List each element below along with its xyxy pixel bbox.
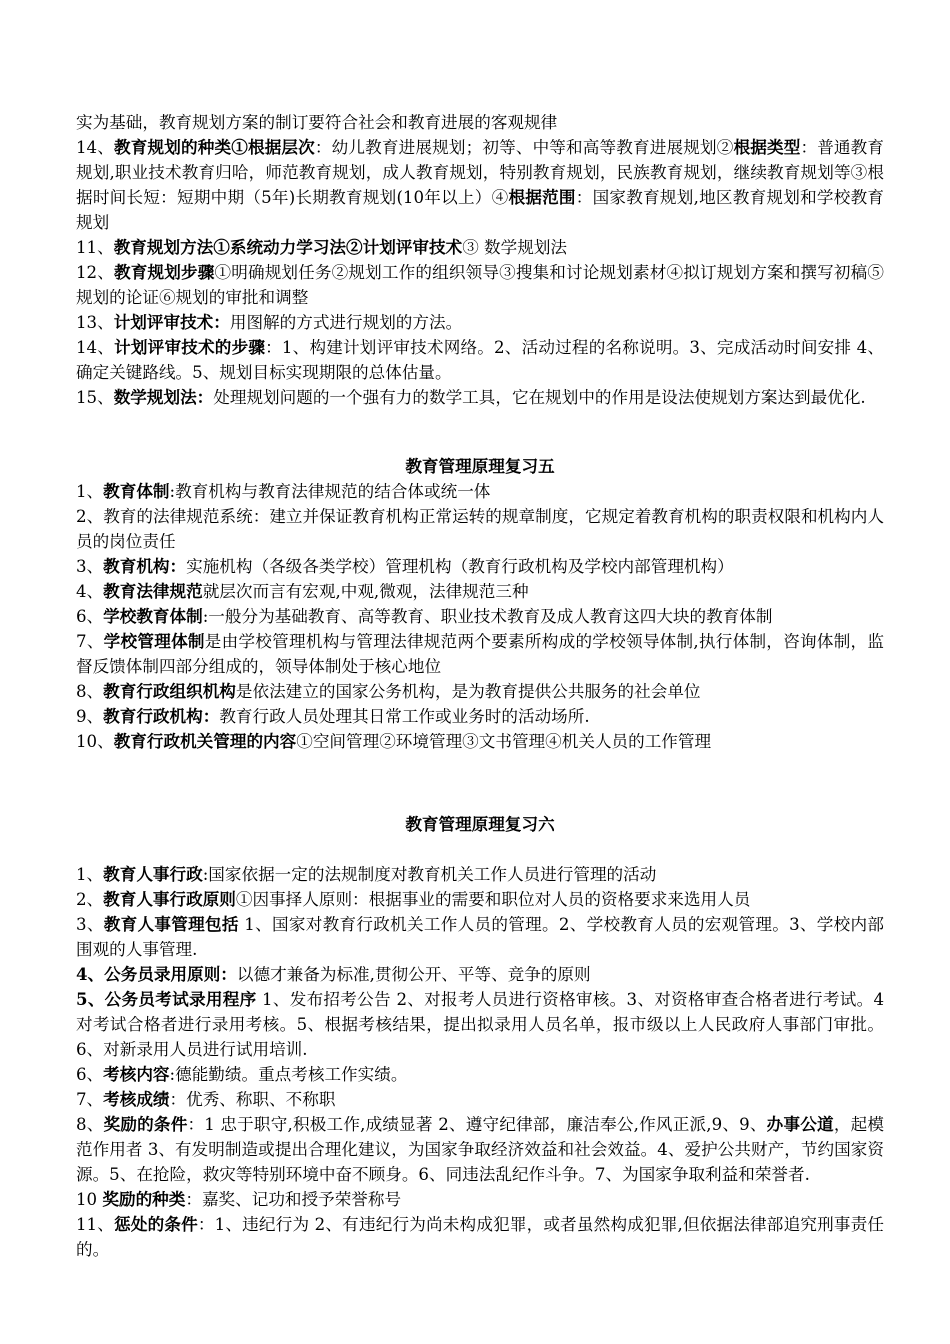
bold-term: 教育行政机关管理的内容 [113, 731, 297, 751]
item-text: 1、发布招考公告 2、对报考人员进行资格审核。3、对资格审查合格者进行考试。4 对考试合格者进行录用考核。5、根据考核结果，提出拟录用人员名单，报市级以上人民政府人事部门审批。6、对新录用人员进行试用培训. [76, 990, 884, 1059]
item-text: 3、 [76, 557, 104, 576]
bold-term: 教育规划方法①系统动力学习法②计划评审技术 [113, 237, 463, 257]
bold-term: 数学规划法： [113, 387, 214, 407]
section-5-item-5 [76, 604, 884, 629]
section-6-item-8 [76, 1112, 884, 1187]
item-text: ：幼儿教育进展规划；初等、中等和高等教育进展规划② [314, 138, 734, 157]
item-text: 2、教育的法律规范系统：建立并保证教育机构正常运转的规章制度，它规定着教育机构的职责权限和机构内人员的岗位责任 [76, 507, 884, 551]
item-text: 6、 [76, 607, 104, 626]
bold-term: 根据类型 [733, 137, 801, 157]
bold-term: 教育法律规范 [103, 581, 203, 601]
item-text: 8、 [76, 682, 104, 701]
item-text: ①明确规划任务②规划工作的组织领导③搜集和讨论规划素材④拟订规划方案和撰写初稿⑤规划的论证⑥规划的审批和调整 [76, 263, 884, 307]
section-4-item-7 [76, 385, 884, 410]
item-text: 就层次而言有宏观,中观,微观，法律规范三种 [202, 582, 529, 601]
bold-term: 学校教育体制 [103, 606, 203, 626]
bold-term: 教育规划的种类①根据层次 [114, 137, 315, 157]
item-text: ，起模范作用者 3、有发明制造或提出合理化建议，为国家争取经济效益和社会效益。4、爱护公共财产，节约国家资源。5、在抢险，救灾等特别环境中奋不顾身。6、同违法乱纪作斗争。7、为国家争取利益和荣誉者. [76, 1115, 885, 1184]
section-6-item-4 [76, 962, 884, 987]
item-text: 14、 [76, 338, 115, 357]
item-text: 1、国家对教育行政机关工作人员的管理。2、学校教育人员的宏观管理。3、学校内部围观的人事管理. [76, 915, 884, 959]
document-page [76, 110, 884, 1262]
bold-term: 教育行政机构： [103, 706, 220, 726]
section-4-item-3 [76, 235, 884, 260]
item-text: 10 [76, 1190, 103, 1209]
item-text: :教育机构与教育法律规范的结合体或统一体 [169, 482, 491, 501]
bold-term: 教育机构： [103, 556, 187, 576]
bold-term: 奖励的条件 [103, 1114, 188, 1134]
item-text: 1、 [76, 865, 104, 884]
item-text: 9、 [76, 707, 104, 726]
section-5-title: 教育管理原理复习五 [405, 456, 555, 476]
item-text: 1、 [76, 482, 104, 501]
bold-term: 根据范围 [508, 187, 576, 207]
item-text: ：国家教育规划,地区教育规划和学校教育规划 [76, 188, 884, 232]
item-text: :德能勤绩。重点考核工作实绩。 [169, 1065, 408, 1084]
bold-term: 教育人事管理包括 [103, 914, 239, 934]
item-text: ：1 忠于职守,积极工作,成绩显著 2、遵守纪律部，廉洁奉公,作风正派,9、9、 [187, 1115, 767, 1134]
section-5-item-9 [76, 729, 884, 754]
item-text: 用图解的方式进行规划的方法。 [229, 313, 463, 332]
section-4-tail [76, 110, 884, 410]
item-text: 2、 [76, 890, 104, 909]
bold-term: 教育行政组织机构 [103, 681, 236, 701]
item-text: ：嘉奖、记功和授予荣誉称号 [185, 1190, 402, 1209]
item-text: :国家依据一定的法规制度对教育机关工作人员进行管理的活动 [202, 865, 657, 884]
item-text: 12、 [76, 263, 115, 282]
item-text: ：优秀、称职、不称职 [169, 1090, 336, 1109]
section-5-item-8 [76, 704, 884, 729]
item-text: 7、 [76, 632, 104, 651]
bold-term: 教育人事行政 [103, 864, 203, 884]
section-4-item-4 [76, 260, 884, 310]
item-text: ③ 数学规划法 [462, 238, 568, 257]
section-4-item-5 [76, 310, 884, 335]
bold-term: 惩处的条件 [114, 1214, 198, 1234]
item-text: 处理规划问题的一个强有力的数学工具，它在规划中的作用是设法使规划方案达到最优化. [213, 388, 866, 407]
section-5-list [76, 479, 884, 754]
bold-term: 考核内容 [103, 1064, 170, 1084]
bold-term: 计划评审技术的步骤 [114, 337, 266, 357]
section-6-item-2 [76, 887, 884, 912]
item-text: 是由学校管理机构与管理法律规范两个要素所构成的学校领导体制,执行体制，咨询体制，监督反馈体制四部分组成的，领导体制处于核心地位 [76, 632, 884, 676]
section-6-item-5 [76, 987, 884, 1062]
item-text: 13、 [76, 313, 114, 332]
section-4-item-1 [76, 110, 884, 135]
item-text: 实为基础，教育规划方案的制订要符合社会和教育进展的客观规律 [76, 113, 558, 132]
bold-term: 计划评审技术： [113, 312, 230, 332]
section-5-item-2 [76, 504, 884, 554]
bold-term: 4、公务员录用原则： [76, 964, 237, 984]
item-text: 7、 [76, 1090, 104, 1109]
section-5-item-4 [76, 579, 884, 604]
item-text: 15、 [76, 388, 114, 407]
section-6-title: 教育管理原理复习六 [405, 814, 555, 834]
bold-term: 考核成绩 [103, 1089, 170, 1109]
bold-term: 教育规划步骤 [114, 262, 215, 282]
item-text: 10、 [76, 732, 114, 751]
section-6-item-9 [76, 1187, 884, 1212]
item-text: :一般分为基础教育、高等教育、职业技术教育及成人教育这四大块的教育体制 [202, 607, 773, 626]
item-text: ①因事择人原则：根据事业的需要和职位对人员的资格要求来选用人员 [235, 890, 751, 909]
section-6-item-3 [76, 912, 884, 962]
bold-term: 办事公道 [766, 1114, 834, 1134]
item-text: 8、 [76, 1115, 104, 1134]
bold-term: 教育体制 [103, 481, 170, 501]
section-6-list [76, 862, 884, 1262]
item-text: ①空间管理②环境管理③文书管理④机关人员的工作管理 [296, 732, 712, 751]
section-5-item-1 [76, 479, 884, 504]
section-5-item-6 [76, 629, 884, 679]
bold-term: 5、公务员考试录用程序 [76, 989, 257, 1009]
section-6-item-7 [76, 1087, 884, 1112]
item-text: 14、 [76, 138, 115, 157]
item-text: ：1、构建计划评审技术网络。2、活动过程的名称说明。3、完成活动时间安排 4、确定关键路线。5、规划目标实现期限的总体估量。 [76, 338, 884, 382]
item-text: 教育行政人员处理其日常工作或业务时的活动场所. [219, 707, 590, 726]
bold-term: 教育人事行政原则 [103, 889, 236, 909]
item-text: 是依法建立的国家公务机构，是为教育提供公共服务的社会单位 [235, 682, 701, 701]
item-text: 实施机构（各级各类学校）管理机构（教育行政机构及学校内部管理机构） [186, 557, 734, 576]
section-4-item-2 [76, 135, 884, 235]
section-5-item-7 [76, 679, 884, 704]
item-text: ：1、违纪行为 2、有违纪行为尚未构成犯罪，或者虽然构成犯罪,但依据法律部追究刑事责任的。 [76, 1215, 884, 1259]
section-6-item-1 [76, 862, 884, 887]
item-text: 11、 [76, 238, 114, 257]
section-6-item-10 [76, 1212, 884, 1262]
item-text: ：普通教育规划,职业技术教育归哈，师范教育规划，成人教育规划，特别教育规划，民族教育规划，继续教育规划等③根据时间长短：短期中期（5年)长期教育规划(10年以上）④ [76, 138, 885, 207]
section-5-item-3 [76, 554, 884, 579]
item-text: 4、 [76, 582, 104, 601]
item-text: 6、 [76, 1065, 104, 1084]
item-text: 3、 [76, 915, 104, 934]
section-4-item-6 [76, 335, 884, 385]
section-6-item-6 [76, 1062, 884, 1087]
bold-term: 学校管理体制 [103, 631, 205, 651]
item-text: 以德才兼备为标准,贯彻公开、平等、竞争的原则 [236, 965, 591, 984]
bold-term: 奖励的种类 [102, 1189, 186, 1209]
item-text: 11、 [76, 1215, 115, 1234]
